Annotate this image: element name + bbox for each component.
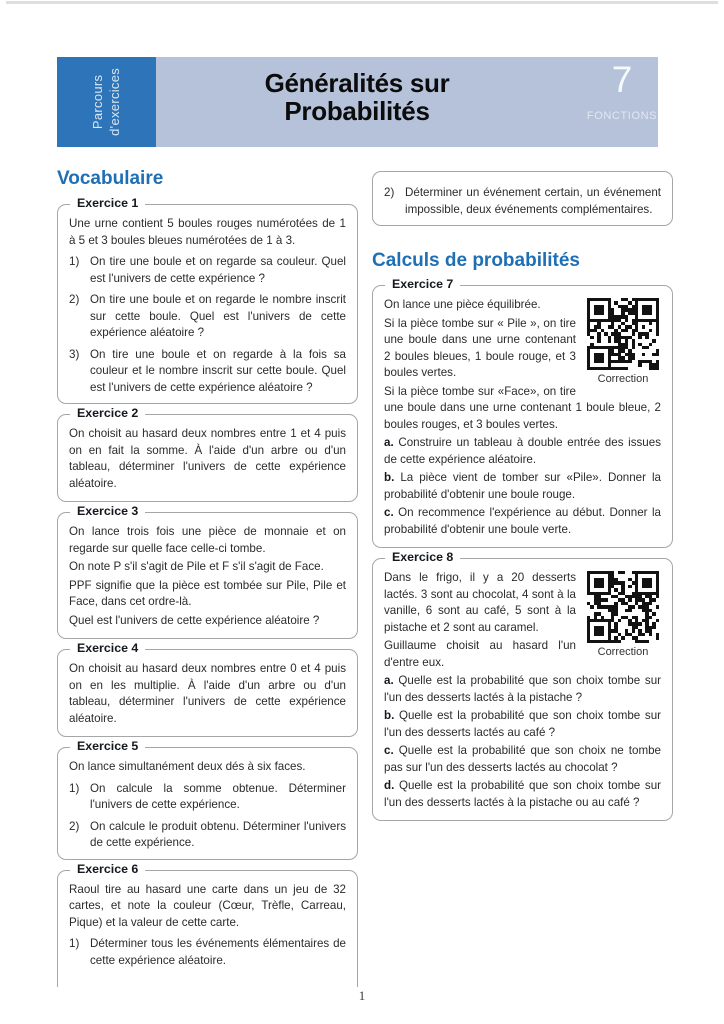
exercise-8-correction (585, 571, 661, 661)
list-item-marker: 3) (69, 347, 80, 361)
exercise-8-box (372, 550, 673, 821)
exercise-paragraph: Une urne contient 5 boules rouges numérotées de 1 à 5 et 3 boules bleues numérotées de 1 à 3. (69, 217, 346, 247)
exercise-7-body (384, 297, 661, 538)
list-item-text: On tire une boule et on regarde le nombre inscrit sur cette boule. Quel est l'univers de cette expérience aléatoire ? (90, 293, 346, 339)
question-letter: d. (384, 779, 399, 792)
exercise-6-body (69, 882, 346, 970)
list-item-text: Déterminer un événement certain, un événement impossible, deux événements complémentaires. (405, 186, 661, 216)
chapter-title-line1: Généralités sur (264, 68, 450, 98)
list-item-marker: 2) (69, 293, 80, 306)
chapter-title (156, 69, 558, 125)
list-item-text: Déterminer tous les événements élémentaires de cette expérience aléatoire. (90, 937, 346, 967)
exercise-paragraph: Raoul tire au hasard une carte dans un jeu de 32 cartes, et note la couleur (Cœur, Trèfle, Carreau, Pique) et la valeur de cette carte. (69, 882, 346, 929)
exercise-paragraph: b. Quelle est la probabilité que son choix tombe sur l'un des desserts lactés au café ? (384, 709, 661, 739)
qr-correction-caption: Correction (597, 373, 649, 385)
exercise-6-box (57, 861, 358, 988)
exercise-6-continuation-body (384, 185, 661, 218)
exercise-paragraph: On note P s'il s'agit de Pile et F s'il s'agit de Face. (69, 560, 324, 573)
exercise-paragraph: Guillaume choisit au hasard l'un d'entre eux. (384, 639, 576, 669)
exercise-paragraph: c. Quelle est la probabilité que son choix ne tombe pas sur l'un des desserts lactés au chocolat ? (384, 744, 662, 774)
exercise-5-box (57, 739, 358, 860)
qr-code-icon (587, 298, 659, 370)
vertical-label-line2: d'exercices (106, 68, 122, 136)
exercise-paragraph: On lance une pièce équilibrée. (384, 298, 541, 311)
exercise-paragraph: a. Construire un tableau à double entrée des issues de cette expérience aléatoire. (384, 436, 662, 466)
chapter-category: FONCTIONS (586, 110, 658, 122)
exercise-7-title: Exercice 7 (385, 277, 460, 291)
exercise-8-title: Exercice 8 (385, 550, 460, 564)
exercise-1-box (57, 196, 358, 404)
list-item-text: On calcule la somme obtenue. Déterminer l'univers de cette expérience. (90, 781, 346, 811)
page-number: 1 (358, 988, 366, 1003)
exercise-list-item (69, 254, 346, 287)
exercise-list-item (69, 936, 346, 969)
right-column (372, 163, 673, 831)
question-letter: a. (384, 674, 399, 687)
qr-code-icon (587, 571, 659, 643)
exercise-6-title: Exercice 6 (70, 862, 145, 876)
exercise-paragraph: Dans le frigo, il y a 20 desserts lactés. 3 sont au chocolat, 4 sont à la vanille, 6 sont au café, 5 sont à la pistache et 2 sont au caramel. (384, 571, 576, 634)
list-item-text: On tire une boule et on regarde sa couleur. Quel est l'univers de cette expérience ? (90, 255, 346, 285)
left-column (57, 168, 358, 987)
exercise-paragraph: b. La pièce vient de tomber sur «Pile». Donner la probabilité d'obtenir une boule rouge. (384, 471, 662, 501)
exercise-1-title: Exercice 1 (70, 196, 145, 210)
exercise-2-title: Exercice 2 (70, 406, 145, 420)
exercise-5-body (69, 759, 346, 852)
exercise-paragraph: a. Quelle est la probabilité que son choix tombe sur l'un des desserts lactés à la pistache ? (384, 674, 662, 704)
list-item-text: On tire une boule et on regarde à la fois sa couleur et le nombre inscrit sur cette boule. Quel est l'univers de cette expérience aléatoire ? (90, 347, 346, 394)
exercise-paragraph: PPF signifie que la pièce est tombée sur Pile, Pile et Face, dans cet ordre-là. (69, 578, 346, 608)
exercise-4-body (69, 661, 346, 727)
chapter-title-line2: Probabilités (284, 96, 430, 127)
header-blue-tab (57, 57, 156, 147)
question-letter: b. (384, 709, 399, 722)
exercise-4-box (57, 641, 358, 737)
chapter-number: 7 (611, 59, 633, 100)
scan-edge-line (6, 1, 718, 4)
exercise-list-item (69, 819, 346, 852)
exercise-7-correction (585, 298, 661, 388)
exercise-3-title: Exercice 3 (70, 504, 145, 518)
exercise-2-box (57, 406, 358, 502)
exercise-paragraph: On lance trois fois une pièce de monnaie et on regarde sur quelle face celle-ci tombe. (69, 525, 346, 555)
list-item-marker: 2) (384, 186, 395, 199)
list-item-text: On calcule le produit obtenu. Déterminer l'univers de cette expérience. (90, 819, 346, 849)
exercise-list-item (69, 347, 346, 397)
exercise-6-continuation-box (372, 171, 673, 226)
list-item-marker: 1) (69, 937, 80, 950)
section-title-vocabulaire: Vocabulaire (57, 168, 164, 189)
exercise-paragraph: On choisit au hasard deux nombres entre 0 et 4 puis on en les multiplie. À l'aide d'un arbre ou d'un tableau, déterminer l'univers de cette expérience aléatoire. (69, 662, 346, 725)
exercise-3-body (69, 524, 346, 629)
question-letter: c. (384, 744, 399, 757)
exercise-paragraph: On choisit au hasard deux nombres entre 1 et 4 puis on en fait la somme. À l'aide d'un arbre ou d'un tableau, déterminer l'univers de cette expérience aléatoire. (69, 427, 346, 490)
exercise-2-body (69, 426, 346, 492)
exercise-paragraph: Quel est l'univers de cette expérience aléatoire ? (69, 613, 320, 627)
exercise-8-body (384, 570, 661, 811)
exercise-5-title: Exercice 5 (70, 739, 145, 753)
exercise-paragraph: On lance simultanément deux dés à six faces. (69, 760, 306, 773)
question-letter: a. (384, 436, 399, 449)
qr-correction-caption: Correction (597, 646, 649, 658)
exercise-4-title: Exercice 4 (70, 641, 145, 655)
list-item-marker: 1) (69, 781, 80, 795)
vertical-label-line1: Parcours (89, 74, 105, 130)
section-title-calculs: Calculs de probabilités (372, 250, 580, 271)
exercise-1-body (69, 216, 346, 396)
question-letter: b. (384, 471, 401, 484)
vertical-label (57, 57, 156, 147)
exercise-paragraph: d. Quelle est la probabilité que son choix tombe sur l'un des desserts lactés à la pistache ou au café ? (384, 779, 661, 809)
list-item-marker: 1) (69, 255, 80, 268)
chapter-header (57, 57, 658, 147)
list-item-marker: 2) (69, 819, 80, 833)
exercise-7-box (372, 277, 673, 548)
exercise-paragraph: Si la pièce tombe sur « Pile », on tire une boule dans une urne contenant 2 boules bleues, 1 boule rouge, et 3 boules vertes. (384, 316, 576, 379)
question-letter: c. (384, 506, 399, 519)
exercise-paragraph: c. On recommence l'expérience au début. Donner la probabilité d'obtenir une boule verte. (384, 506, 661, 536)
exercise-3-box (57, 504, 358, 639)
exercise-list-item (384, 185, 661, 218)
exercise-paragraph: Si la pièce tombe sur «Face», on tire une boule dans une urne contenant 1 boule bleue, 2 boules rouges, et 3 boules vertes. (384, 384, 661, 431)
exercise-list-item (69, 781, 346, 814)
exercise-list-item (69, 292, 346, 342)
